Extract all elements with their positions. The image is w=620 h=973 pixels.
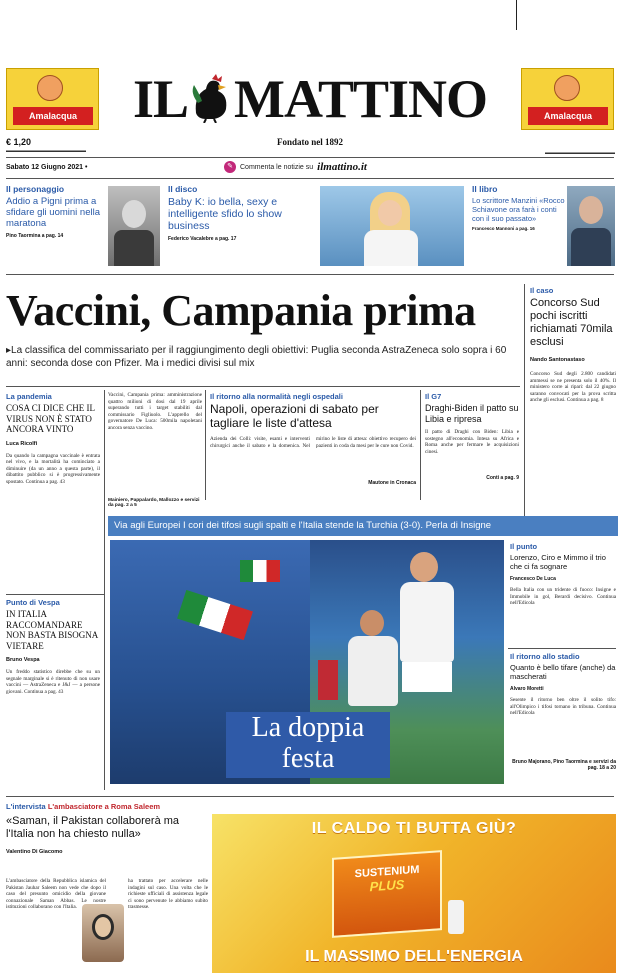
founded-line: Fondato nel 1892 (276, 137, 343, 147)
ad-product: SUSTENIUM (354, 863, 420, 881)
teaser-headline: Lo scrittore Manzini «Rocco Schiavone ora farà i conti con il suo passato» (472, 196, 565, 223)
product-box (332, 850, 442, 938)
ad-bottom-text: IL MASSIMO DELL'ENERGIA (305, 948, 523, 965)
sachet (448, 900, 464, 934)
stadio-kicker: Il ritorno allo stadio (510, 652, 580, 661)
web-prefix: Commenta le notizie su (240, 163, 314, 171)
lead-body-text: Vaccini, Campania prima: amministrazione quattro milioni di dosi dal 19 aprile superando tutti i target stabiliti dal commissario Figliuolo. L'apprello del governatore De Luca: 500mila napoletani ancora senza vaccino. (108, 392, 202, 431)
price-small: ▬▬▬▬▬▬▬▬▬▬▬▬▬▬▬▬ (6, 148, 86, 154)
interview-byline: Valentino Di Giacomo (6, 849, 63, 855)
teaser-headline: Baby K: io bella, sexy e intelligente sfido lo show business (168, 196, 282, 232)
pandemia-byline: Luca Ricolfi (6, 440, 38, 447)
europei-banner[interactable]: Via agli Europei I cori dei tifosi sugli spalti e l'Italia stende la Turchia (3-0). Perla di Insigne (108, 516, 618, 536)
stadio-box[interactable] (510, 652, 616, 771)
photo-caption-box (226, 712, 390, 778)
interview-text-2: ha trattato per accelerare nelle indagini sul caso. Una volta che le richieste ufficiali di assistenza legale ci sono pervenute le abbiamo subito trasmesse. (128, 878, 208, 911)
ad-brand-right: Amalacqua (528, 107, 608, 125)
player-shorts (402, 662, 452, 692)
g7-byline: Conti a pag. 9 (486, 475, 519, 481)
title-part-left: IL (132, 69, 189, 129)
stadio-headline: Quanto è bello tifare (anche) da mascherati (510, 663, 616, 681)
punto-headline: Lorenzo, Ciro e Mimmo il trio che ci fa sognare (510, 553, 606, 571)
caso-headline: Concorso Sud pochi iscritti richiamati 70mila esclusi (530, 297, 613, 348)
teaser-libro[interactable] (472, 184, 566, 270)
caso-box[interactable] (530, 286, 616, 481)
ad-top-text: IL CALDO TI BUTTA GIÙ? (311, 820, 517, 837)
ad-brand-left: Amalacqua (13, 107, 93, 125)
lead-headline[interactable]: Vaccini, Campania prima (6, 286, 476, 335)
teaser-photo-babyk (320, 186, 464, 266)
punto-kicker: Il punto (510, 542, 538, 551)
caso-kicker: Il caso (530, 286, 554, 295)
teaser-kicker: Il disco (168, 184, 198, 194)
player-shirt-2 (348, 636, 398, 706)
g7-text: Il patto di Draghi con Biden: Libia e sostegno all'economia. Intesa su Africa e Roma anche per fermare le acquisizioni cinesi. (425, 429, 519, 455)
saman-photo (82, 904, 124, 962)
photo-title-2: festa (281, 743, 335, 774)
ospedali-headline: Napoli, operazioni di sabato per tagliare le liste d'attesa (210, 402, 379, 430)
ad-product-sub: PLUS (369, 876, 405, 895)
lead-subhead: ▸La classifica del commissariato per il raggiungimento degli obiettivi: Puglia seconda AstraZeneca solo sopra i 60 anni: seconda dose con Pfizer. Ma i medici divisi sul mix (6, 345, 507, 369)
comment-icon: ✎ (224, 161, 236, 173)
teaser-personaggio[interactable] (6, 184, 106, 270)
teaser-photo-manzini (567, 186, 615, 266)
interview-headline: «Saman, il Pakistan collaborerà ma l'Italia non ha chiesto nulla» (6, 815, 180, 840)
punto-text: Bella Italia con un tridente di fuoco: Insigne e Immobile in gol, Berardi decisivo. Continua nell'Edicola (510, 587, 616, 607)
pandemia-box[interactable] (6, 392, 100, 565)
player-head-2 (360, 610, 384, 636)
caso-byline: Nando Santonastaso (530, 357, 585, 363)
teaser-kicker: Il libro (472, 184, 498, 194)
vespa-box[interactable] (6, 598, 100, 769)
pandemia-kicker: La pandemia (6, 392, 52, 401)
europei-photo (110, 540, 504, 784)
interview-text: L'ambasciatore della Repubblica islamica del Pakistan Jauhar Saleem non vede che dopo il caso del presunto omicidio della giovane connazionale Saman Abbas. Le nostre istituzioni collaborano con l'Italia. (6, 878, 106, 911)
cartoon-icon (554, 75, 580, 101)
teaser-byline: Pino Taormina a pag. 14 (6, 233, 64, 239)
interview-box[interactable] (6, 802, 206, 855)
g7-kicker: Il G7 (425, 392, 442, 401)
teaser-headline: Addio a Pigni prima a sfidare gli uomini nella maratona (6, 196, 100, 229)
lead-body-byline: Mainiero, Pappalardo, Mallozzo e servizi da pag. 2 a 5 (108, 498, 200, 508)
pandemia-text: Da quando la campagna vaccinale è entrata nel vivo, e la mortalità ha cominciato a diminuire (da un anno a questa parte), il dibattito pubblico si è progressivamente spostato. Continua a pag. 43 (6, 452, 100, 485)
punto-byline: Francesco De Luca (510, 576, 556, 582)
teaser-disco[interactable] (168, 184, 318, 270)
sustenium-ad[interactable] (212, 814, 616, 973)
teaser-byline: Federico Vacalebre a pag. 17 (168, 236, 237, 242)
web-promo[interactable] (224, 160, 367, 174)
title-part-right: MATTINO (234, 69, 488, 129)
ad-board (318, 660, 338, 700)
ospedali-byline: Mautone in Cronaca (368, 480, 416, 486)
ospedali-kicker: Il ritorno alla normalità negli ospedali (210, 392, 343, 401)
crop-mark (516, 0, 517, 30)
vespa-byline: Bruno Vespa (6, 657, 40, 663)
teaser-kicker: Il personaggio (6, 184, 65, 194)
price: € 1,20 (6, 137, 32, 147)
teaser-byline: Francesco Mannoni a pag. 16 (472, 226, 535, 231)
ospedali-box[interactable] (210, 392, 416, 486)
italian-flag-2 (240, 560, 280, 582)
newspaper-title (104, 66, 516, 132)
website-link[interactable]: ilmattino.it (317, 161, 367, 173)
teaser-photo-pigni (108, 186, 160, 266)
stadio-byline: Alvaro Moretti (510, 686, 544, 692)
vespa-headline: IN ITALIA RACCOMANDARE NON BASTA BISOGNA VIETARE (6, 609, 98, 651)
punto-box[interactable] (510, 542, 616, 623)
vespa-text: Un freddo statistico direbbe che su un segnale marginale si è ritenuto di non usare vaccini — AstraZeneca e J&J — a persone giovani. Continua a pag. 43 (6, 669, 100, 695)
stadio-footer: Bruno Majorano, Pino Taormina e servizi da pag. 18 a 20 (512, 759, 616, 771)
photo-title-1: La doppia (251, 712, 365, 743)
lead-body (108, 392, 202, 508)
pandemia-headline: COSA CI DICE CHE IL VIRUS NON È STATO ANCORA VINTO (6, 403, 95, 434)
legal-small: ▬▬▬▬▬▬▬▬▬▬▬▬▬▬ (545, 150, 615, 156)
interview-kicker: L'intervista (6, 802, 46, 811)
ad-left[interactable] (6, 68, 99, 130)
caso-text: Concorso Sud degli 2.800 candidati ammessi se ne presenta solo il 40%. Il ministero corre ai ripari: dal 22 giugno saranno convocati per la prova scritta anche gli esclusi. Continua a pag. 8 (530, 371, 616, 404)
player-head (410, 552, 438, 582)
g7-box[interactable] (425, 392, 519, 481)
issue-date: Sabato 12 Giugno 2021 • (6, 164, 88, 171)
stadio-text: Sesente il ritorno ben oltre il solito tifo: all'Olimpico i tifosi tornano in tribuna. Continua nell'Edicola (510, 697, 616, 717)
player-shirt (400, 582, 454, 662)
vespa-kicker: Punto di Vespa (6, 598, 60, 607)
interview-kicker-red: L'ambasciatore a Roma Saleem (47, 802, 161, 811)
ospedali-text: Azienda dei Colli: visite, esami e interventi chirurgici anche il sabato e la domenica. Nel mirino le liste di attesa: obiettivo recupero dei pazienti in coda da mesi per le cure non Covid. (210, 436, 416, 449)
rooster-icon (188, 72, 234, 120)
ad-right[interactable] (521, 68, 614, 130)
cartoon-icon (37, 75, 63, 101)
g7-headline: Draghi-Biden il patto su Libia e ripresa (425, 403, 519, 424)
